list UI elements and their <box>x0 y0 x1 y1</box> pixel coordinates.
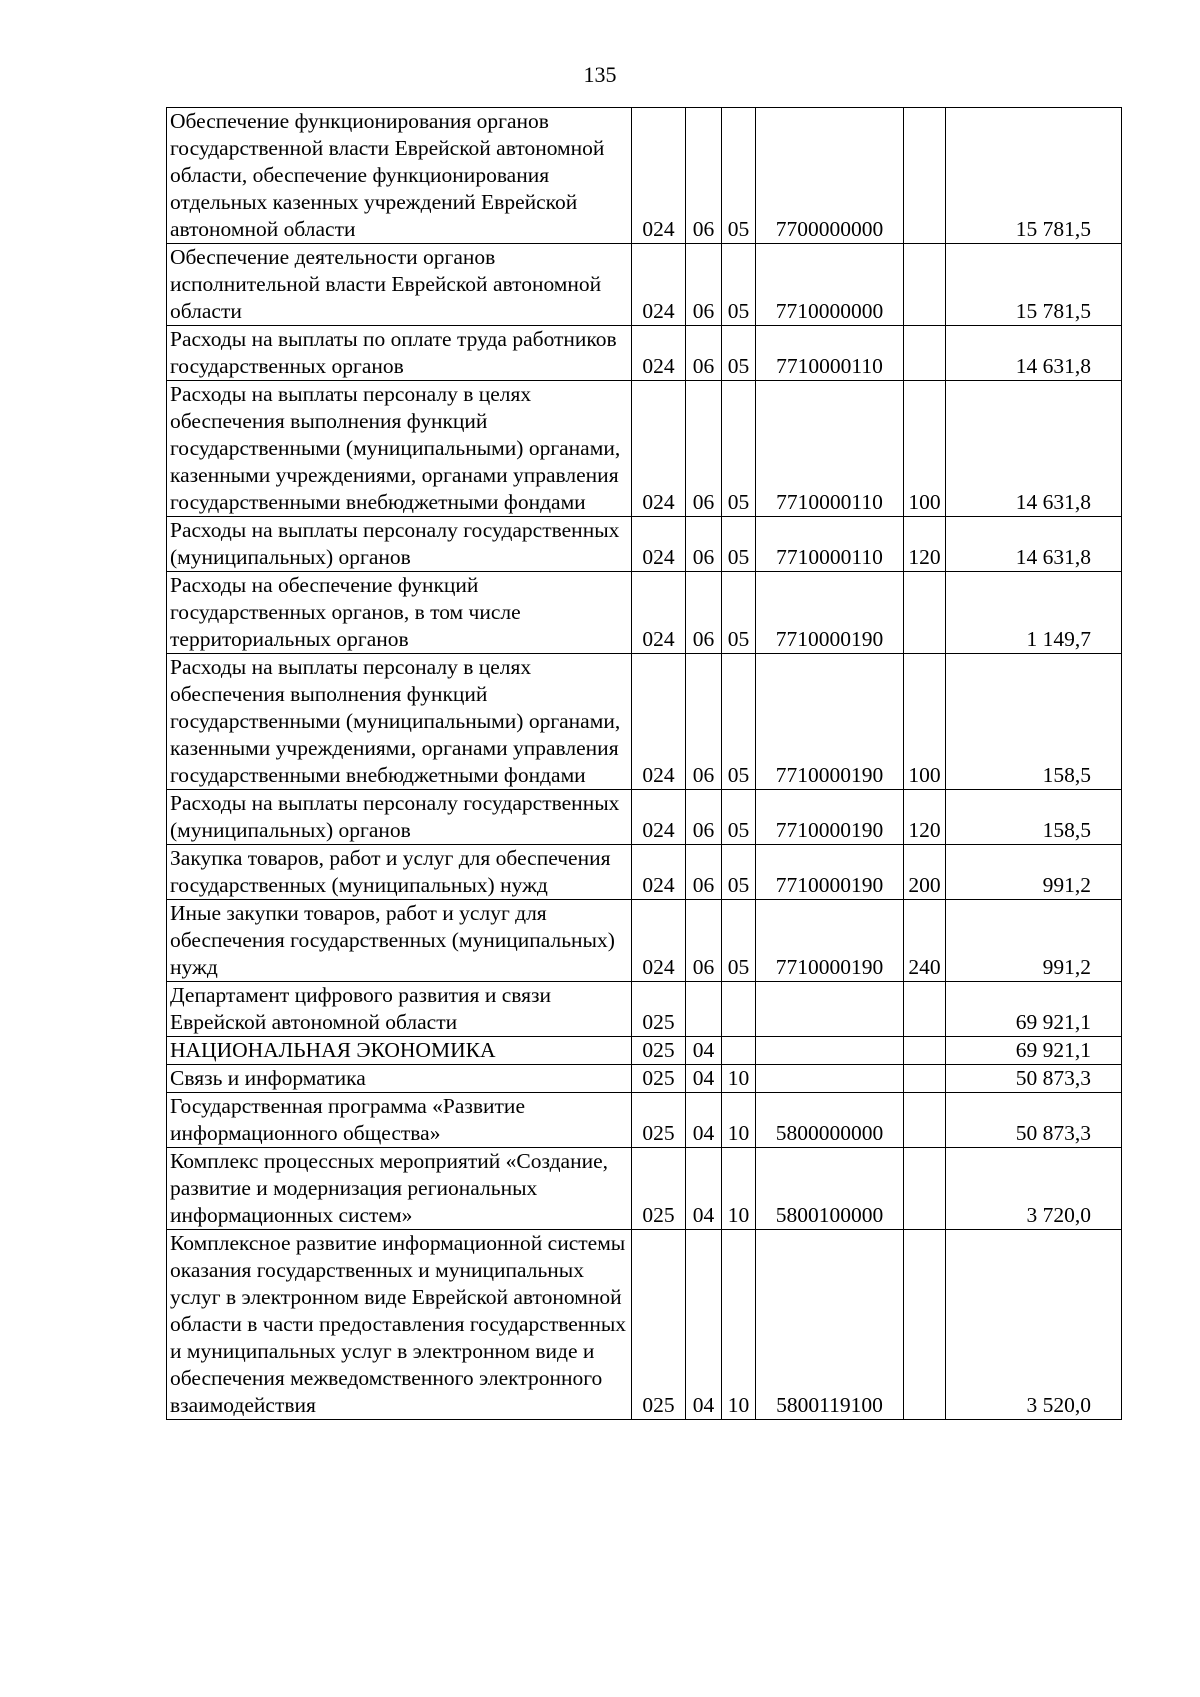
row-ministry: 025 <box>632 1148 686 1230</box>
row-ministry: 024 <box>632 654 686 790</box>
row-type: 100 <box>904 381 946 517</box>
row-name: Департамент цифрового развития и связи Еврейской автономной области <box>167 982 632 1037</box>
row-section: 06 <box>686 108 722 244</box>
table-row <box>167 244 1122 326</box>
row-ministry: 024 <box>632 381 686 517</box>
row-type: 120 <box>904 517 946 572</box>
row-ministry: 025 <box>632 1037 686 1065</box>
row-target: 5800119100 <box>756 1230 904 1420</box>
row-name: Закупка товаров, работ и услуг для обеспечения государственных (муниципальных) нужд <box>167 845 632 900</box>
row-type <box>904 326 946 381</box>
row-section: 06 <box>686 517 722 572</box>
table-row <box>167 1148 1122 1230</box>
row-amount: 1 149,7 <box>946 572 1122 654</box>
row-amount: 14 631,8 <box>946 381 1122 517</box>
row-ministry: 025 <box>632 1230 686 1420</box>
table-row <box>167 517 1122 572</box>
row-subsection: 05 <box>722 790 756 845</box>
row-ministry: 024 <box>632 108 686 244</box>
row-amount: 50 873,3 <box>946 1093 1122 1148</box>
row-section: 06 <box>686 381 722 517</box>
row-section: 06 <box>686 790 722 845</box>
row-ministry: 025 <box>632 982 686 1037</box>
row-section: 06 <box>686 326 722 381</box>
row-name: Обеспечение деятельности органов исполнительной власти Еврейской автономной области <box>167 244 632 326</box>
row-target: 7710000190 <box>756 900 904 982</box>
row-amount: 50 873,3 <box>946 1065 1122 1093</box>
row-target <box>756 1037 904 1065</box>
row-ministry: 024 <box>632 572 686 654</box>
row-section: 04 <box>686 1037 722 1065</box>
row-section: 04 <box>686 1230 722 1420</box>
table-row <box>167 1230 1122 1420</box>
row-target: 7710000190 <box>756 654 904 790</box>
row-name: Обеспечение функционирования органов государственной власти Еврейской автономной области, обеспечение функционирования отдельных казенных учреждений Еврейской автономной области <box>167 108 632 244</box>
row-section: 06 <box>686 845 722 900</box>
row-subsection: 05 <box>722 845 756 900</box>
row-subsection: 10 <box>722 1148 756 1230</box>
row-section: 06 <box>686 900 722 982</box>
row-type <box>904 108 946 244</box>
row-ministry: 025 <box>632 1093 686 1148</box>
row-target <box>756 982 904 1037</box>
row-subsection: 05 <box>722 108 756 244</box>
row-type <box>904 1230 946 1420</box>
row-subsection: 05 <box>722 381 756 517</box>
table-row <box>167 1037 1122 1065</box>
row-type <box>904 244 946 326</box>
row-type: 200 <box>904 845 946 900</box>
table-row <box>167 790 1122 845</box>
row-subsection: 05 <box>722 517 756 572</box>
row-subsection: 10 <box>722 1230 756 1420</box>
row-amount: 15 781,5 <box>946 244 1122 326</box>
row-subsection: 05 <box>722 326 756 381</box>
row-target: 7700000000 <box>756 108 904 244</box>
page-number: 135 <box>583 62 617 87</box>
row-subsection: 10 <box>722 1093 756 1148</box>
row-amount: 14 631,8 <box>946 517 1122 572</box>
row-target: 5800000000 <box>756 1093 904 1148</box>
row-ministry: 024 <box>632 244 686 326</box>
row-amount: 69 921,1 <box>946 982 1122 1037</box>
row-subsection: 05 <box>722 654 756 790</box>
row-ministry: 025 <box>632 1065 686 1093</box>
row-type: 120 <box>904 790 946 845</box>
row-name: Расходы на выплаты по оплате труда работников государственных органов <box>167 326 632 381</box>
table-row <box>167 381 1122 517</box>
row-section: 04 <box>686 1093 722 1148</box>
row-name: Расходы на обеспечение функций государственных органов, в том числе территориальных органов <box>167 572 632 654</box>
row-type <box>904 1148 946 1230</box>
row-section: 06 <box>686 244 722 326</box>
row-target: 7710000110 <box>756 381 904 517</box>
row-name: Расходы на выплаты персоналу государственных (муниципальных) органов <box>167 517 632 572</box>
row-name: Комплекс процессных мероприятий «Создание, развитие и модернизация региональных информационных систем» <box>167 1148 632 1230</box>
row-name: Расходы на выплаты персоналу в целях обеспечения выполнения функций государственными (муниципальными) органами, казенными учреждениями, органами управления государственными внебюджетными фондами <box>167 654 632 790</box>
row-ministry: 024 <box>632 517 686 572</box>
table-row <box>167 1093 1122 1148</box>
row-section: 04 <box>686 1148 722 1230</box>
row-target: 5800100000 <box>756 1148 904 1230</box>
table-row <box>167 1065 1122 1093</box>
row-ministry: 024 <box>632 790 686 845</box>
row-ministry: 024 <box>632 845 686 900</box>
row-section: 06 <box>686 654 722 790</box>
row-ministry: 024 <box>632 900 686 982</box>
row-name: Иные закупки товаров, работ и услуг для обеспечения государственных (муниципальных) нужд <box>167 900 632 982</box>
row-amount: 15 781,5 <box>946 108 1122 244</box>
row-amount: 158,5 <box>946 790 1122 845</box>
table-row <box>167 654 1122 790</box>
row-type: 100 <box>904 654 946 790</box>
table-row <box>167 572 1122 654</box>
row-target: 7710000190 <box>756 572 904 654</box>
table-row <box>167 982 1122 1037</box>
row-amount: 991,2 <box>946 900 1122 982</box>
row-subsection: 10 <box>722 1065 756 1093</box>
row-name: Государственная программа «Развитие информационного общества» <box>167 1093 632 1148</box>
row-target: 7710000000 <box>756 244 904 326</box>
row-name: НАЦИОНАЛЬНАЯ ЭКОНОМИКА <box>167 1037 632 1065</box>
row-name: Расходы на выплаты персоналу в целях обеспечения выполнения функций государственными (муниципальными) органами, казенными учреждениями, органами управления государственными внебюджетными фондами <box>167 381 632 517</box>
row-target: 7710000110 <box>756 517 904 572</box>
row-target: 7710000190 <box>756 845 904 900</box>
table-row <box>167 326 1122 381</box>
row-amount: 69 921,1 <box>946 1037 1122 1065</box>
row-type <box>904 1065 946 1093</box>
row-name: Связь и информатика <box>167 1065 632 1093</box>
row-name: Комплексное развитие информационной системы оказания государственных и муниципальных услуг в электронном виде Еврейской автономной области в части предоставления государственных и муниципальных услуг в электронном виде и обеспечения межведомственного электронного взаимодействия <box>167 1230 632 1420</box>
row-section: 04 <box>686 1065 722 1093</box>
table-row <box>167 108 1122 244</box>
budget-table <box>166 107 1122 1420</box>
row-target: 7710000190 <box>756 790 904 845</box>
row-subsection <box>722 1037 756 1065</box>
row-subsection: 05 <box>722 900 756 982</box>
row-name: Расходы на выплаты персоналу государственных (муниципальных) органов <box>167 790 632 845</box>
row-target: 7710000110 <box>756 326 904 381</box>
row-amount: 3 720,0 <box>946 1148 1122 1230</box>
row-section <box>686 982 722 1037</box>
table-row <box>167 900 1122 982</box>
row-subsection <box>722 982 756 1037</box>
row-type <box>904 1093 946 1148</box>
row-type: 240 <box>904 900 946 982</box>
row-type <box>904 572 946 654</box>
table-row <box>167 845 1122 900</box>
row-amount: 3 520,0 <box>946 1230 1122 1420</box>
row-subsection: 05 <box>722 572 756 654</box>
row-subsection: 05 <box>722 244 756 326</box>
row-section: 06 <box>686 572 722 654</box>
row-amount: 991,2 <box>946 845 1122 900</box>
row-ministry: 024 <box>632 326 686 381</box>
row-amount: 14 631,8 <box>946 326 1122 381</box>
row-target <box>756 1065 904 1093</box>
row-type <box>904 1037 946 1065</box>
row-type <box>904 982 946 1037</box>
row-amount: 158,5 <box>946 654 1122 790</box>
